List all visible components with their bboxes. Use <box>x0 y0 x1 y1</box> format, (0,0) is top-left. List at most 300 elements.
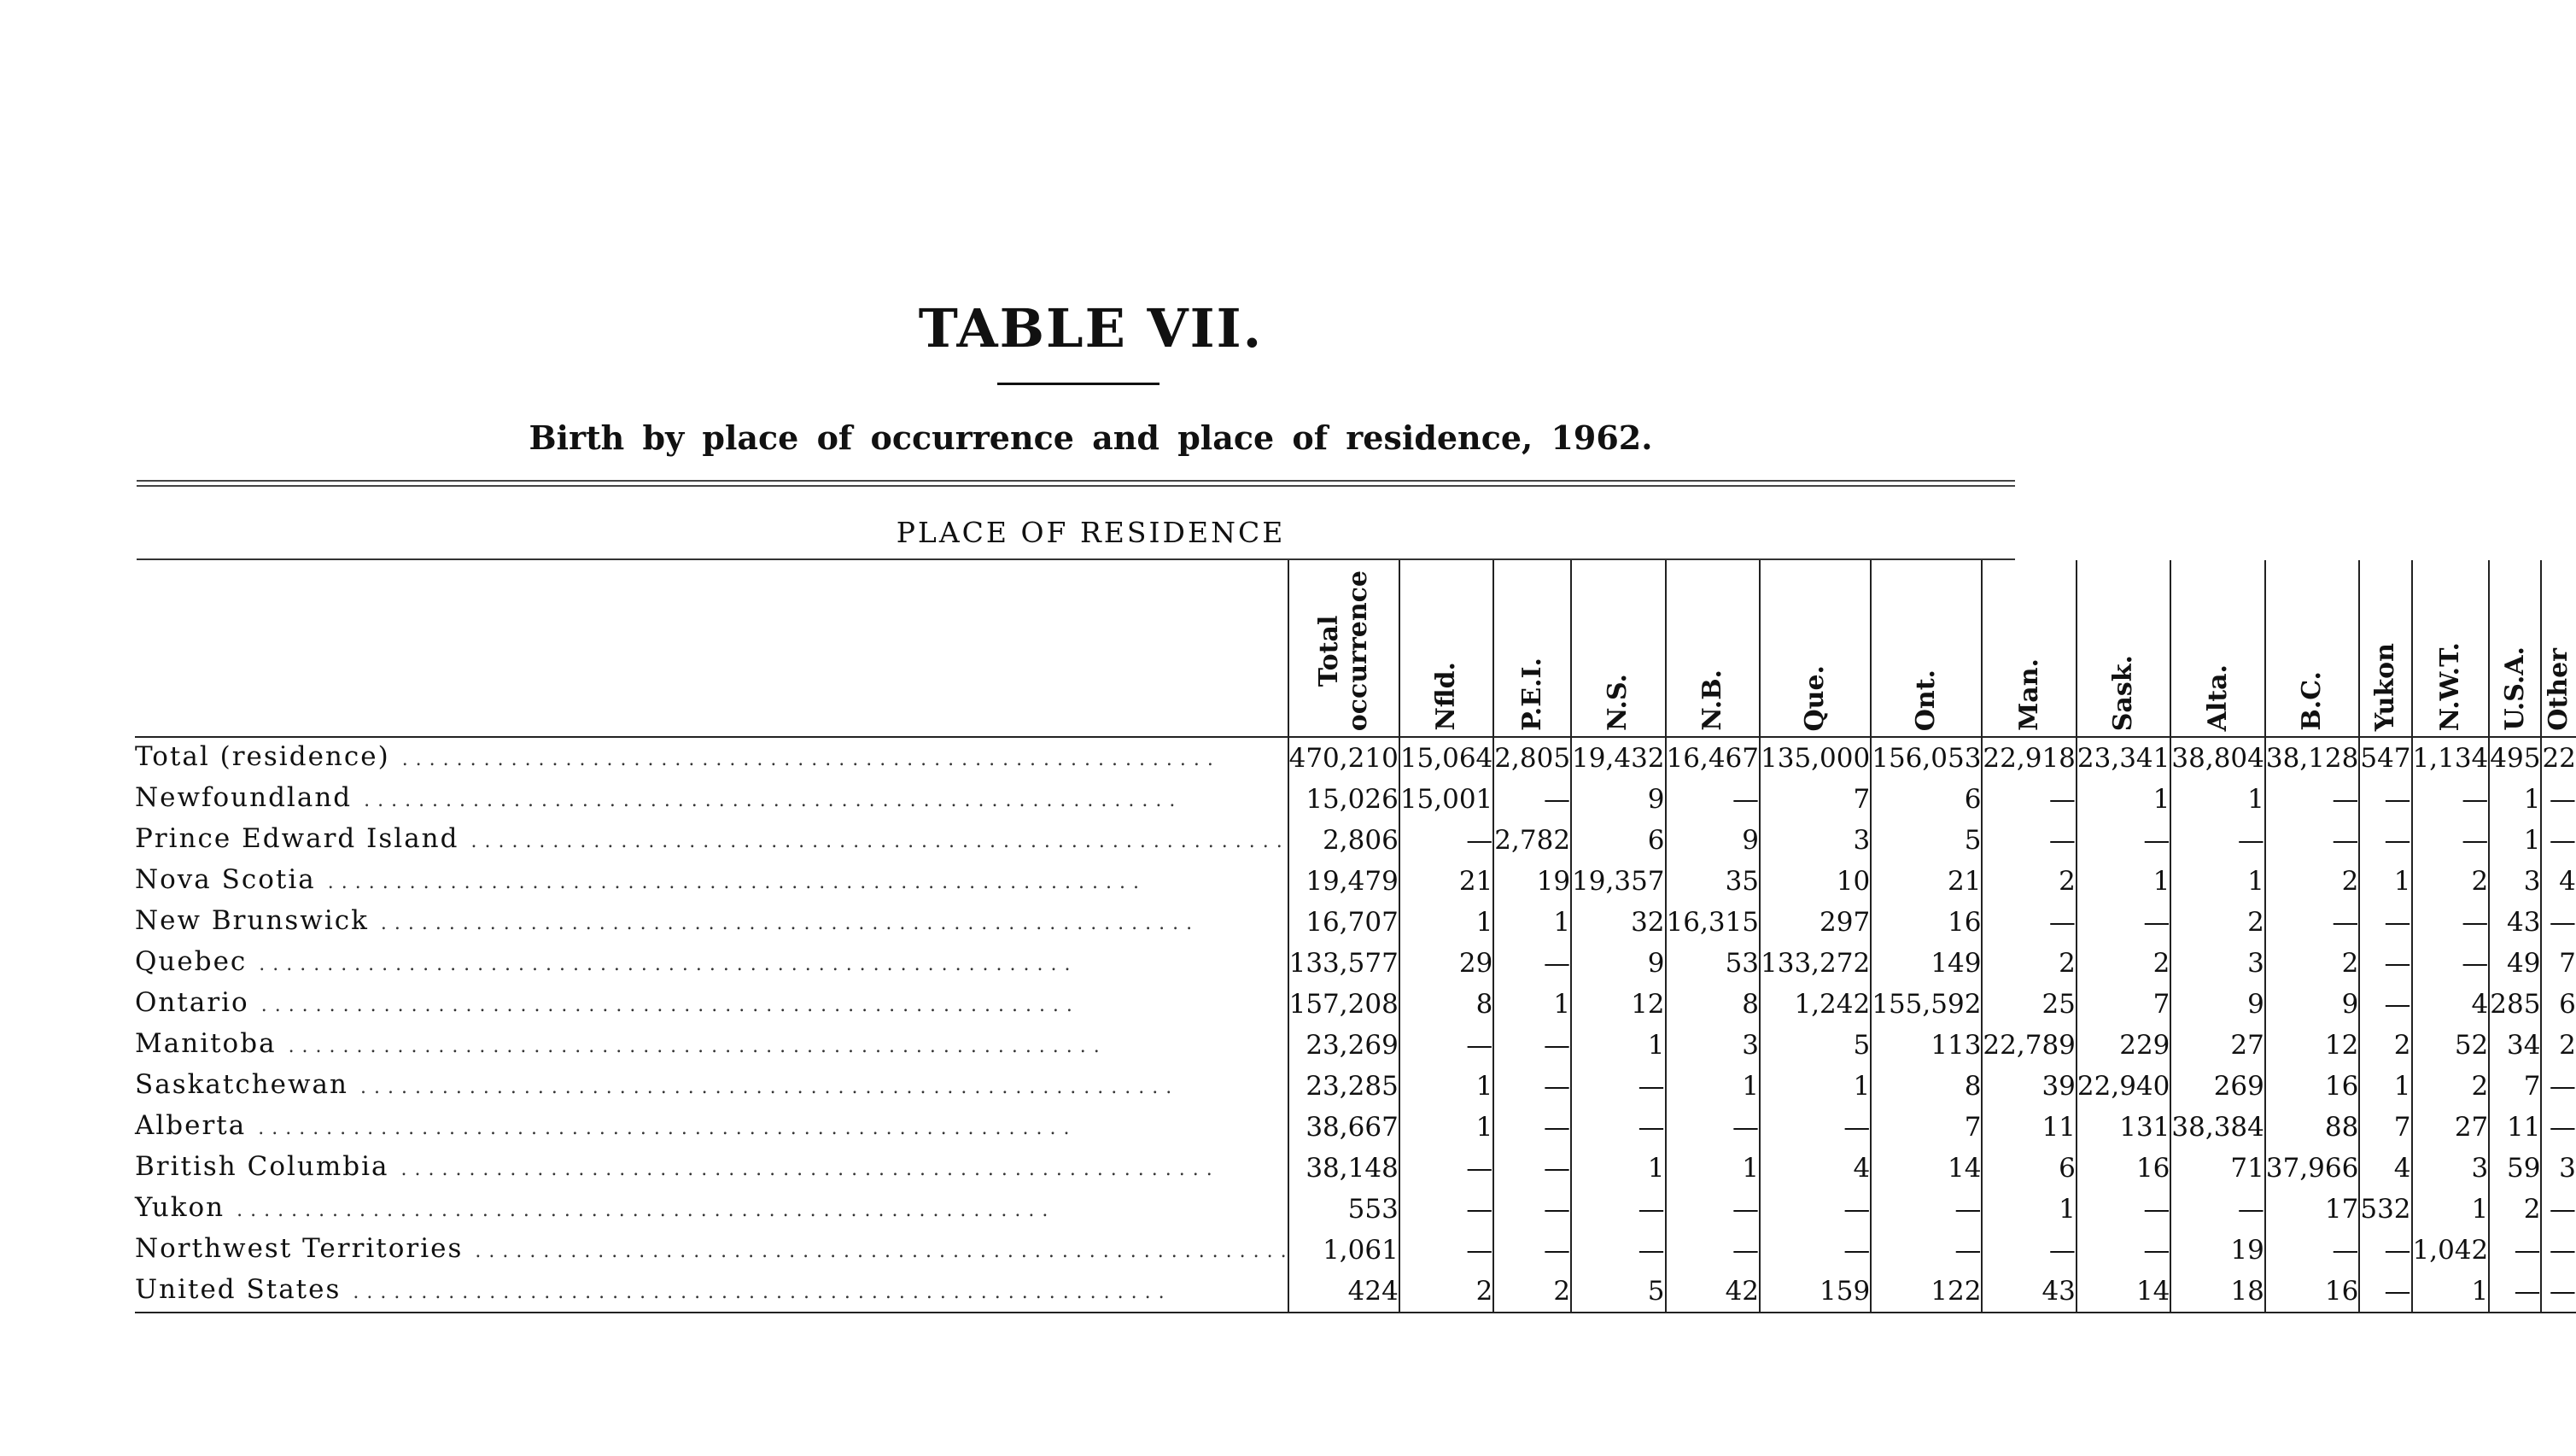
column-header <box>2359 560 2411 737</box>
table-row <box>135 1066 2576 1107</box>
table-cell: 27 <box>2170 1025 2264 1066</box>
table-cell: 3 <box>2541 1148 2575 1189</box>
table-row <box>135 1107 2576 1148</box>
table-cell: — <box>2077 820 2170 861</box>
column-header <box>2170 560 2264 737</box>
corner-cell <box>135 560 1288 737</box>
table-cell: 2,805 <box>1493 737 1571 779</box>
column-header-label: Other <box>2544 648 2574 731</box>
table-cell: 10 <box>1760 861 1871 902</box>
table-cell: 2 <box>1399 1271 1493 1313</box>
table-cell: 3 <box>2489 861 2541 902</box>
table-cell: 131 <box>2077 1107 2170 1148</box>
table-cell: — <box>1666 1230 1760 1271</box>
table-cell: 2 <box>2077 943 2170 984</box>
table-cell: 2 <box>2412 861 2490 902</box>
table-cell: — <box>1493 1025 1571 1066</box>
table-cell: 532 <box>2359 1189 2411 1230</box>
row-label-cell <box>135 902 1288 943</box>
title-underline <box>997 383 1159 385</box>
table-cell: 4 <box>1760 1148 1871 1189</box>
table-cell: 5 <box>1571 1271 1665 1313</box>
table-cell: 3 <box>1760 820 1871 861</box>
table-cell: 14 <box>2077 1271 2170 1313</box>
table-cell: 38,128 <box>2265 737 2359 779</box>
table-cell: 27 <box>2412 1107 2490 1148</box>
table-cell: — <box>1871 1230 1982 1271</box>
table-cell: — <box>2359 943 2411 984</box>
table-cell: 133,577 <box>1288 943 1399 984</box>
table-cell: 1,134 <box>2412 737 2490 779</box>
table-cell: 122 <box>1871 1271 1982 1313</box>
table-cell: 7 <box>2489 1066 2541 1107</box>
table-cell: 229 <box>2077 1025 2170 1066</box>
table-cell: 38,148 <box>1288 1148 1399 1189</box>
table-cell: 15,064 <box>1399 737 1493 779</box>
table-cell: 1 <box>2489 779 2541 820</box>
row-label: Prince Edward Island <box>135 823 471 854</box>
table-cell: 71 <box>2170 1148 2264 1189</box>
table-cell: 1 <box>1571 1025 1665 1066</box>
table-cell: — <box>2541 779 2575 820</box>
table-cell: — <box>1982 902 2076 943</box>
table-cell: — <box>1493 779 1571 820</box>
row-label-cell <box>135 820 1288 861</box>
table-cell: 149 <box>1871 943 1982 984</box>
table-cell: 1 <box>2412 1189 2490 1230</box>
row-label-cell <box>135 1148 1288 1189</box>
table-cell: — <box>2541 1107 2575 1148</box>
table-cell: 1 <box>2077 861 2170 902</box>
table-cell: 9 <box>1666 820 1760 861</box>
table-cell: 43 <box>1982 1271 2076 1313</box>
table-cell: 35 <box>1666 861 1760 902</box>
table-cell: — <box>2412 820 2490 861</box>
table-cell: — <box>2077 1189 2170 1230</box>
table-subtitle: Birth by place of occurrence and place of residence, 1962. <box>529 418 1653 457</box>
table-cell: 7 <box>2077 984 2170 1025</box>
table-cell: 38,667 <box>1288 1107 1399 1148</box>
table-cell: — <box>1399 1230 1493 1271</box>
table-cell: 8 <box>1871 1066 1982 1107</box>
table-cell: 1 <box>1982 1189 2076 1230</box>
dot-leader: . . . . . . . . . . . . . . . . . . . . . . . . . . . . . . . . . . . . . . . . . . . . . . . . . . . . . . . . . . . . <box>470 831 1283 852</box>
table-cell: — <box>1571 1066 1665 1107</box>
table-cell: — <box>1760 1189 1871 1230</box>
table-cell: 16 <box>2265 1271 2359 1313</box>
table-cell: 1 <box>1666 1148 1760 1189</box>
column-header-label: Ont. <box>1911 669 1942 731</box>
column-header-label: Sask. <box>2108 654 2139 731</box>
row-label: Nova Scotia <box>135 864 328 895</box>
table-cell: — <box>1982 779 2076 820</box>
column-header-label: N.B. <box>1697 670 1727 731</box>
table-cell: 14 <box>1871 1148 1982 1189</box>
table-cell: — <box>1871 1189 1982 1230</box>
table-cell: 1 <box>1399 1066 1493 1107</box>
dot-leader: . . . . . . . . . . . . . . . . . . . . . . . . . . . . . . . . . . . . . . . . . . . . . . . . . . . . . . . . . . . . <box>400 1159 1213 1180</box>
table-row <box>135 1189 2576 1230</box>
row-label: British Columbia <box>135 1151 401 1182</box>
column-header-label: N.W.T. <box>2434 641 2465 731</box>
table-cell: 19,479 <box>1288 861 1399 902</box>
table-cell: 1 <box>2489 820 2541 861</box>
row-label: Saskatchewan <box>135 1069 360 1100</box>
table-cell: 553 <box>1288 1189 1399 1230</box>
table-cell: — <box>2541 902 2575 943</box>
table-cell: 1 <box>1399 902 1493 943</box>
table-cell: — <box>1760 1230 1871 1271</box>
table-cell: 19,357 <box>1571 861 1665 902</box>
table-cell: 25 <box>1982 984 2076 1025</box>
row-label: Manitoba <box>135 1028 289 1059</box>
data-table <box>135 560 2576 1313</box>
table-row <box>135 902 2576 943</box>
table-cell: — <box>2412 902 2490 943</box>
column-header <box>1871 560 1982 737</box>
table-cell: 11 <box>1982 1107 2076 1148</box>
header-row <box>135 560 2576 737</box>
column-header-label: N.S. <box>1603 674 1633 731</box>
table-cell: 5 <box>1871 820 1982 861</box>
table-row <box>135 1271 2576 1313</box>
table-cell: 22,940 <box>2077 1066 2170 1107</box>
table-cell: 21 <box>1399 861 1493 902</box>
column-header <box>1760 560 1871 737</box>
row-label: Ontario <box>135 987 261 1018</box>
table-cell: 16 <box>2265 1066 2359 1107</box>
table-cell: 17 <box>2265 1189 2359 1230</box>
row-label-cell <box>135 1025 1288 1066</box>
dot-leader: . . . . . . . . . . . . . . . . . . . . . . . . . . . . . . . . . . . . . . . . . . . . . . . . . . . . . . . . . . . . <box>353 1282 1165 1303</box>
table-cell: 22 <box>2541 737 2575 779</box>
column-header-label: U.S.A. <box>2499 646 2530 731</box>
table-cell: — <box>1760 1107 1871 1148</box>
table-cell: 2 <box>1982 861 2076 902</box>
table-cell: — <box>1399 1025 1493 1066</box>
table-cell: 113 <box>1871 1025 1982 1066</box>
column-header <box>1493 560 1571 737</box>
table-cell: 156,053 <box>1871 737 1982 779</box>
dot-leader: . . . . . . . . . . . . . . . . . . . . . . . . . . . . . . . . . . . . . . . . . . . . . . . . . . . . . . . . . . . . <box>258 1118 1071 1139</box>
table-cell: 53 <box>1666 943 1760 984</box>
table-cell: 1 <box>2170 779 2264 820</box>
table-cell: 8 <box>1666 984 1760 1025</box>
table-cell: — <box>2541 1189 2575 1230</box>
table-cell: — <box>2541 1230 2575 1271</box>
table-cell: 19 <box>1493 861 1571 902</box>
table-cell: 43 <box>2489 902 2541 943</box>
table-cell: 6 <box>2541 984 2575 1025</box>
column-header <box>1399 560 1493 737</box>
table-cell: — <box>1493 1189 1571 1230</box>
table-cell: 1,042 <box>2412 1230 2490 1271</box>
table-cell: 2 <box>1982 943 2076 984</box>
table-cell: 16,315 <box>1666 902 1760 943</box>
table-cell: — <box>2412 779 2490 820</box>
table-cell: 7 <box>2359 1107 2411 1148</box>
table-cell: 2 <box>2265 943 2359 984</box>
table-cell: — <box>1399 1148 1493 1189</box>
table-cell: 2 <box>2489 1189 2541 1230</box>
table-cell: 38,804 <box>2170 737 2264 779</box>
table-cell: 1 <box>1571 1148 1665 1189</box>
table-cell: 1 <box>1760 1066 1871 1107</box>
table-row <box>135 737 2576 779</box>
table-cell: 12 <box>1571 984 1665 1025</box>
table-cell: 19,432 <box>1571 737 1665 779</box>
table-cell: 157,208 <box>1288 984 1399 1025</box>
table-cell: 16,467 <box>1666 737 1760 779</box>
table-cell: 6 <box>1571 820 1665 861</box>
row-label: New Brunswick <box>135 905 381 936</box>
table-cell: 1 <box>2359 861 2411 902</box>
table-cell: 59 <box>2489 1148 2541 1189</box>
table-cell: — <box>1493 1107 1571 1148</box>
table-cell: 135,000 <box>1760 737 1871 779</box>
table-cell: 495 <box>2489 737 2541 779</box>
row-label-cell <box>135 1066 1288 1107</box>
table-cell: 49 <box>2489 943 2541 984</box>
row-label-cell <box>135 1189 1288 1230</box>
table-body <box>135 737 2576 1313</box>
table-cell: — <box>2541 1271 2575 1313</box>
table-cell: 2 <box>2412 1066 2490 1107</box>
table-cell: 2,782 <box>1493 820 1571 861</box>
table-cell: 32 <box>1571 902 1665 943</box>
table-cell: 16 <box>2077 1148 2170 1189</box>
table-cell: 22,918 <box>1982 737 2076 779</box>
table-cell: 9 <box>2265 984 2359 1025</box>
table-cell: 1 <box>1493 984 1571 1025</box>
table-cell: — <box>2077 902 2170 943</box>
table-cell: — <box>2359 902 2411 943</box>
table-cell: 133,272 <box>1760 943 1871 984</box>
dot-leader: . . . . . . . . . . . . . . . . . . . . . . . . . . . . . . . . . . . . . . . . . . . . . . . . . . . . . . . . . . . . <box>237 1200 1049 1221</box>
dot-leader: . . . . . . . . . . . . . . . . . . . . . . . . . . . . . . . . . . . . . . . . . . . . . . . . . . . . . . . . . . . . <box>360 1077 1173 1098</box>
table-cell: 9 <box>1571 779 1665 820</box>
table-row <box>135 984 2576 1025</box>
table-cell: 7 <box>2541 943 2575 984</box>
row-label: Northwest Territories <box>135 1233 475 1264</box>
table-cell: — <box>1493 1230 1571 1271</box>
table-cell: — <box>1982 1230 2076 1271</box>
table-cell: 18 <box>2170 1271 2264 1313</box>
dot-leader: . . . . . . . . . . . . . . . . . . . . . . . . . . . . . . . . . . . . . . . . . . . . . . . . . . . . . . . . . . . . <box>327 872 1140 893</box>
table-cell: — <box>2412 943 2490 984</box>
column-header-label: Alta. <box>2202 664 2233 731</box>
table-cell: 1 <box>1399 1107 1493 1148</box>
table-cell: 15,026 <box>1288 779 1399 820</box>
table-cell: 4 <box>2412 984 2490 1025</box>
table-cell: 4 <box>2541 861 2575 902</box>
table-cell: — <box>2265 1230 2359 1271</box>
table-cell: 42 <box>1666 1271 1760 1313</box>
table-cell: — <box>1666 779 1760 820</box>
table-cell: — <box>2541 1066 2575 1107</box>
dot-leader: . . . . . . . . . . . . . . . . . . . . . . . . . . . . . . . . . . . . . . . . . . . . . . . . . . . . . . . . . . . . <box>364 790 1177 811</box>
table-cell: — <box>2265 902 2359 943</box>
column-header <box>2541 560 2575 737</box>
table-cell: 2 <box>1493 1271 1571 1313</box>
table-cell: 1 <box>1493 902 1571 943</box>
table-cell: — <box>2489 1271 2541 1313</box>
row-label-cell <box>135 1107 1288 1148</box>
table-cell: — <box>1571 1189 1665 1230</box>
column-header <box>2077 560 2170 737</box>
table-cell: 424 <box>1288 1271 1399 1313</box>
table-row <box>135 1230 2576 1271</box>
table-row <box>135 943 2576 984</box>
table-cell: — <box>1571 1230 1665 1271</box>
table-cell: 2 <box>2359 1025 2411 1066</box>
column-header-label: Yukon <box>2369 642 2400 731</box>
table-cell: 1 <box>1666 1066 1760 1107</box>
section-heading: PLACE OF RESIDENCE <box>896 516 1286 549</box>
row-label-cell <box>135 1271 1288 1313</box>
table-cell: — <box>1571 1107 1665 1148</box>
table-cell: 2 <box>2265 861 2359 902</box>
table-cell: — <box>1982 820 2076 861</box>
table-cell: 38,384 <box>2170 1107 2264 1148</box>
row-label: Yukon <box>135 1192 237 1223</box>
column-header-label: B.C. <box>2297 671 2328 731</box>
table-cell: — <box>2170 820 2264 861</box>
row-label-cell <box>135 737 1288 779</box>
table-cell: — <box>2170 1189 2264 1230</box>
table-cell: 3 <box>2412 1148 2490 1189</box>
table-cell: 3 <box>1666 1025 1760 1066</box>
table-cell: 2 <box>2541 1025 2575 1066</box>
table-cell: 16 <box>1871 902 1982 943</box>
table-cell: 1 <box>2412 1271 2490 1313</box>
double-rule <box>137 480 2015 487</box>
table-cell: — <box>2359 984 2411 1025</box>
table-cell: — <box>2077 1230 2170 1271</box>
table-cell: 269 <box>2170 1066 2264 1107</box>
column-header-label: P.E.I. <box>1516 658 1547 731</box>
table-cell: 470,210 <box>1288 737 1399 779</box>
dot-leader: . . . . . . . . . . . . . . . . . . . . . . . . . . . . . . . . . . . . . . . . . . . . . . . . . . . . . . . . . . . . <box>288 1036 1101 1057</box>
table-row <box>135 779 2576 820</box>
table-cell: 39 <box>1982 1066 2076 1107</box>
table-cell: — <box>1493 943 1571 984</box>
table-cell: — <box>2359 820 2411 861</box>
dot-leader: . . . . . . . . . . . . . . . . . . . . . . . . . . . . . . . . . . . . . . . . . . . . . . . . . . . . . . . . . . . . <box>475 1241 1288 1262</box>
table-cell: 34 <box>2489 1025 2541 1066</box>
table-cell: — <box>1666 1107 1760 1148</box>
table-cell: — <box>1666 1189 1760 1230</box>
table-cell: 9 <box>2170 984 2264 1025</box>
table-row <box>135 1025 2576 1066</box>
table-cell: 29 <box>1399 943 1493 984</box>
table-cell: — <box>1399 1189 1493 1230</box>
table-cell: 6 <box>1871 779 1982 820</box>
table-cell: 2 <box>2170 902 2264 943</box>
table-cell: — <box>2265 779 2359 820</box>
table-cell: — <box>2541 820 2575 861</box>
table-cell: 285 <box>2489 984 2541 1025</box>
table-cell: 4 <box>2359 1148 2411 1189</box>
table-cell: — <box>1493 1148 1571 1189</box>
table-row <box>135 820 2576 861</box>
row-label: Newfoundland <box>135 782 364 813</box>
table-cell: — <box>2359 1230 2411 1271</box>
table-cell: — <box>1493 1066 1571 1107</box>
table-cell: 3 <box>2170 943 2264 984</box>
column-header-label: Nfld. <box>1431 662 1462 731</box>
table-cell: 9 <box>1571 943 1665 984</box>
table-cell: 155,592 <box>1871 984 1982 1025</box>
table-cell: 88 <box>2265 1107 2359 1148</box>
table-row <box>135 1148 2576 1189</box>
table-cell: 23,269 <box>1288 1025 1399 1066</box>
table-cell: — <box>2489 1230 2541 1271</box>
table-cell: 19 <box>2170 1230 2264 1271</box>
row-label: Total (residence) <box>135 741 402 772</box>
column-header <box>2265 560 2359 737</box>
table-cell: 297 <box>1760 902 1871 943</box>
column-header <box>2489 560 2541 737</box>
column-header <box>2412 560 2490 737</box>
table-cell: 1,061 <box>1288 1230 1399 1271</box>
column-header <box>1288 560 1399 737</box>
row-label-cell <box>135 943 1288 984</box>
table-cell: 15,001 <box>1399 779 1493 820</box>
table-cell: 1 <box>2170 861 2264 902</box>
table-cell: 1 <box>2077 779 2170 820</box>
row-label: Alberta <box>135 1110 258 1141</box>
table-cell: 16,707 <box>1288 902 1399 943</box>
column-header <box>1571 560 1665 737</box>
table-row <box>135 861 2576 902</box>
row-label: United States <box>135 1274 353 1305</box>
table-cell: — <box>2359 779 2411 820</box>
table-cell: 8 <box>1399 984 1493 1025</box>
table-cell: — <box>1399 820 1493 861</box>
column-header-label: Man. <box>2013 658 2044 731</box>
dot-leader: . . . . . . . . . . . . . . . . . . . . . . . . . . . . . . . . . . . . . . . . . . . . . . . . . . . . . . . . . . . . <box>401 749 1214 770</box>
table-cell: 22,789 <box>1982 1025 2076 1066</box>
column-header-label: Total occurrence <box>1313 570 1373 731</box>
row-label-cell <box>135 861 1288 902</box>
table-cell: 7 <box>1760 779 1871 820</box>
dot-leader: . . . . . . . . . . . . . . . . . . . . . . . . . . . . . . . . . . . . . . . . . . . . . . . . . . . . . . . . . . . . <box>259 954 1072 975</box>
row-label-cell <box>135 984 1288 1025</box>
row-label-cell <box>135 1230 1288 1271</box>
row-label: Quebec <box>135 946 259 977</box>
column-header <box>1666 560 1760 737</box>
table-cell: — <box>2359 1271 2411 1313</box>
dot-leader: . . . . . . . . . . . . . . . . . . . . . . . . . . . . . . . . . . . . . . . . . . . . . . . . . . . . . . . . . . . . <box>380 913 1194 934</box>
table-cell: 159 <box>1760 1271 1871 1313</box>
table-cell: 37,966 <box>2265 1148 2359 1189</box>
table-cell: — <box>2265 820 2359 861</box>
column-header <box>1982 560 2076 737</box>
table-cell: 21 <box>1871 861 1982 902</box>
table-cell: 12 <box>2265 1025 2359 1066</box>
table-cell: 23,285 <box>1288 1066 1399 1107</box>
table-cell: 6 <box>1982 1148 2076 1189</box>
table-cell: 2,806 <box>1288 820 1399 861</box>
table-cell: 1,242 <box>1760 984 1871 1025</box>
table-cell: 5 <box>1760 1025 1871 1066</box>
row-label-cell <box>135 779 1288 820</box>
table-cell: 547 <box>2359 737 2411 779</box>
dot-leader: . . . . . . . . . . . . . . . . . . . . . . . . . . . . . . . . . . . . . . . . . . . . . . . . . . . . . . . . . . . . <box>260 995 1073 1016</box>
table-cell: 7 <box>1871 1107 1982 1148</box>
table-cell: 11 <box>2489 1107 2541 1148</box>
